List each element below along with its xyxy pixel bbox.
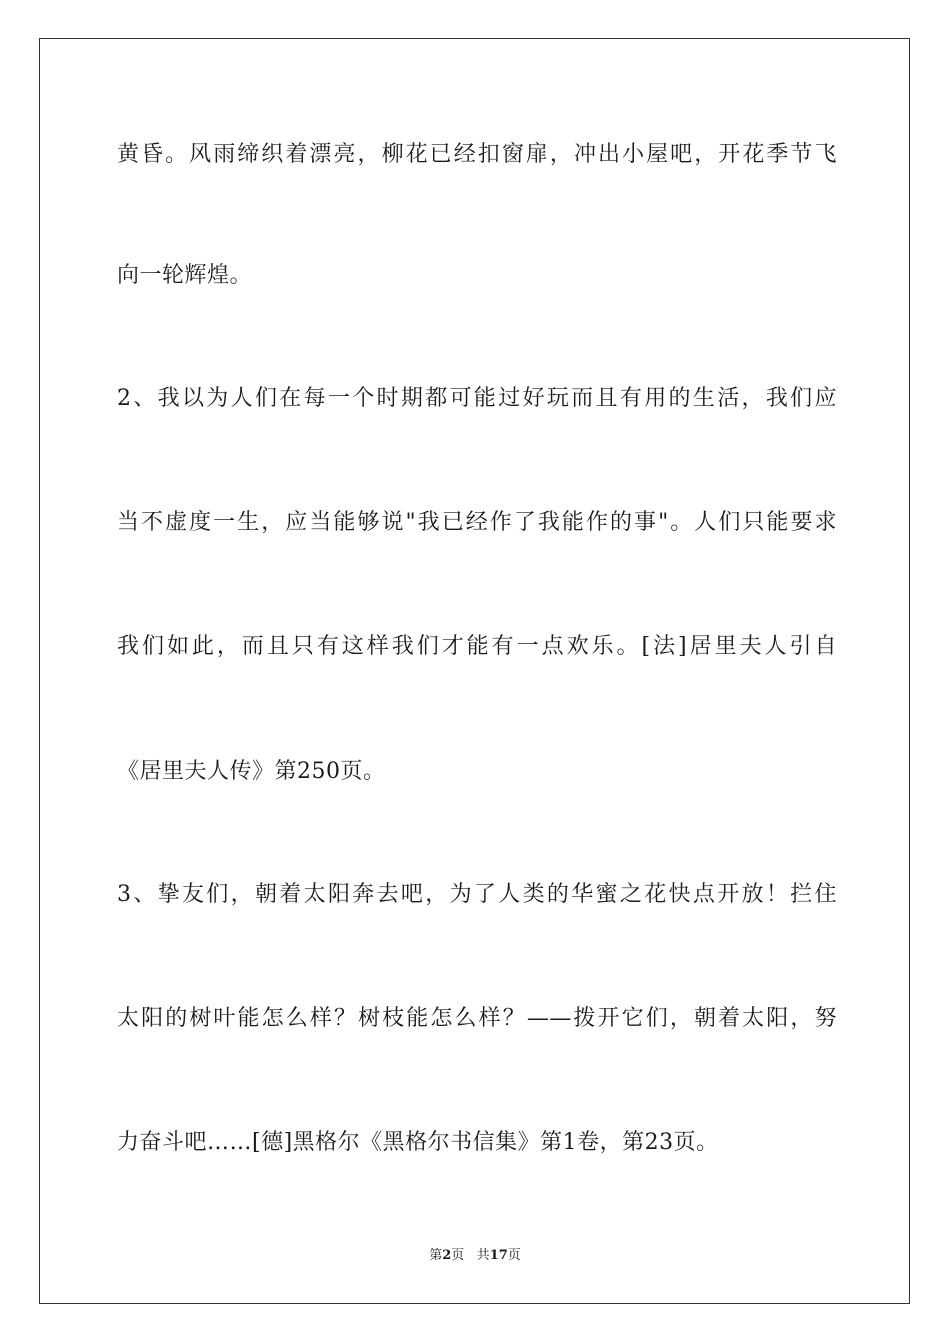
text-line-1: 黄昏。风雨缔织着漂亮，柳花已经扣窗扉，冲出小屋吧，开花季节飞 [117,142,837,167]
page-suffix: 页 [451,1248,465,1263]
text-line-2: 向一轮辉煌。 [117,263,253,288]
page-number: 2 [442,1248,452,1263]
total-pages: 17 [489,1248,508,1263]
text-line-3: 2、我以为人们在每一个时期都可能过好玩而且有用的生活，我们应 [117,386,837,411]
text-line-5: 我们如此，而且只有这样我们才能有一点欢乐。[法]居里夫人引自 [117,634,837,659]
text-line-8: 太阳的树叶能怎么样？树枝能怎么样？——拨开它们，朝着太阳，努 [117,1006,837,1031]
text-line-9: 力奋斗吧……[德]黑格尔《黑格尔书信集》第1卷，第23页。 [117,1130,719,1155]
page-frame [39,38,910,1304]
page-prefix: 第 [429,1248,443,1263]
text-line-6: 《居里夫人传》第250页。 [117,759,386,784]
total-suffix: 页 [507,1248,521,1263]
page-footer [0,1247,950,1265]
text-line-4: 当不虚度一生，应当能够说"我已经作了我能作的事"。人们只能要求 [117,510,837,535]
text-line-7: 3、挚友们，朝着太阳奔去吧，为了人类的华蜜之花快点开放！拦住 [117,882,837,907]
total-prefix: 共 [476,1248,490,1263]
